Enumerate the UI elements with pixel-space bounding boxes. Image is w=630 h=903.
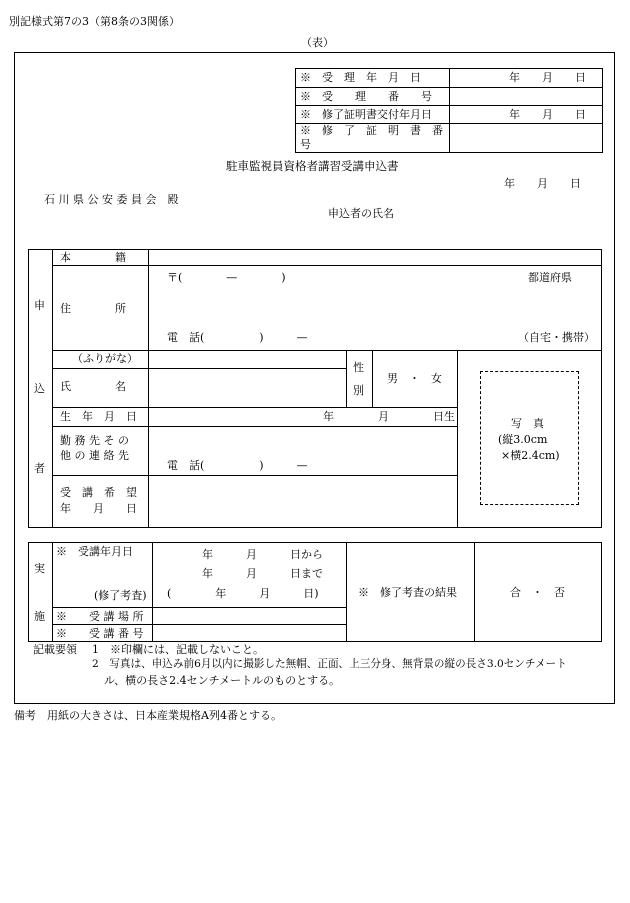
desired-date-label-2: 年 月 日 <box>60 502 137 515</box>
notes-heading: 記載要領 <box>33 643 77 656</box>
exam-result-label: ※ 修了考査の結果 <box>358 586 457 599</box>
receipt-date-label: ※ 受 理 年 月 日 <box>296 69 450 88</box>
work-phone-field[interactable]: 電 話( ) — <box>167 459 308 472</box>
course-date-from[interactable]: 年 月 日から <box>202 548 323 561</box>
certificate-date-label: ※ 修了証明書交付年月日 <box>296 106 450 124</box>
work-contact-label-1: 勤 務 先 そ の <box>60 434 129 447</box>
photo-width-note: ×横2.4cm) <box>501 449 560 462</box>
receipt-date-value[interactable]: 年 月 日 <box>450 69 603 88</box>
addressee: 石 川 県 公 安 委 員 会 殿 <box>44 193 179 206</box>
sex-label-bottom: 別 <box>353 384 364 397</box>
course-place-label: ※ 受 講 場 所 <box>56 610 144 623</box>
side-char-sha: 者 <box>34 462 45 475</box>
prefecture-label: 都道府県 <box>528 271 572 284</box>
applicant-name-label: 申込者の氏名 <box>328 207 394 220</box>
postal-code-field[interactable]: 〒( — ) <box>167 271 286 284</box>
page-side-label: （表） <box>301 36 334 49</box>
sex-label-top: 性 <box>353 361 364 374</box>
certificate-date-value[interactable]: 年 月 日 <box>450 106 603 124</box>
honseki-field[interactable] <box>152 252 597 264</box>
form-number: 別記様式第7の3（第8条の3関係） <box>9 15 180 28</box>
note-2-line-2: ル、横の長さ2.4センチメートルのものとする。 <box>104 674 341 687</box>
exam-date-field[interactable]: ( 年 月 日) <box>167 587 319 600</box>
name-label: 氏 名 <box>60 380 126 393</box>
course-date-label: ※ 受講年月日 <box>56 545 133 558</box>
birthdate-field[interactable]: 年 月 日生 <box>323 410 455 423</box>
sex-options[interactable]: 男 ・ 女 <box>387 372 442 385</box>
office-use-table <box>295 68 603 153</box>
certificate-number-label: ※ 修 了 証 明 書 番 号 <box>296 124 450 153</box>
photo-label: 写 真 <box>511 417 544 430</box>
work-contact-label-2: 他 の 連 絡 先 <box>60 449 129 462</box>
photo-height-note: (縦3.0cm <box>498 433 548 446</box>
course-date-to[interactable]: 年 月 日まで <box>202 567 323 580</box>
application-date[interactable]: 年 月 日 <box>504 177 581 190</box>
address-label: 住 所 <box>60 302 126 315</box>
form-title: 駐車監視員資格者講習受講申込書 <box>226 159 399 173</box>
side-char-komi: 込 <box>34 382 45 395</box>
name-field[interactable] <box>152 372 342 402</box>
course-number-label: ※ 受 講 番 号 <box>56 627 144 640</box>
side-char-shi: 施 <box>34 610 45 623</box>
honseki-label: 本 籍 <box>60 251 126 264</box>
desired-date-label-1: 受 講 希 望 <box>60 486 137 499</box>
note-2-line-1: 2 写真は、申込み前6月以内に撮影した無帽、正面、上三分身、無背景の縦の長さ3.0センチメート <box>92 658 567 670</box>
phone-field[interactable]: 電 話( ) — <box>167 331 308 344</box>
receipt-number-value[interactable] <box>450 88 603 106</box>
exam-label: (修了考査) <box>94 589 147 602</box>
side-char-shin: 申 <box>34 299 45 312</box>
furigana-label: （ふりがな） <box>72 352 138 365</box>
phone-type-note: （自宅・携帯） <box>518 331 595 344</box>
exam-result-options[interactable]: 合 ・ 否 <box>510 586 565 599</box>
birthdate-label: 生 年 月 日 <box>60 410 137 423</box>
note-1: 1 ※印欄には、記載しないこと。 <box>92 643 264 656</box>
side-char-jitsu: 実 <box>34 562 45 575</box>
desired-date-field[interactable] <box>152 480 452 522</box>
certificate-number-value[interactable] <box>450 124 603 153</box>
receipt-number-label: ※ 受 理 番 号 <box>296 88 450 106</box>
paper-size-remark: 備考 用紙の大きさは、日本産業規格A列4番とする。 <box>14 709 282 722</box>
